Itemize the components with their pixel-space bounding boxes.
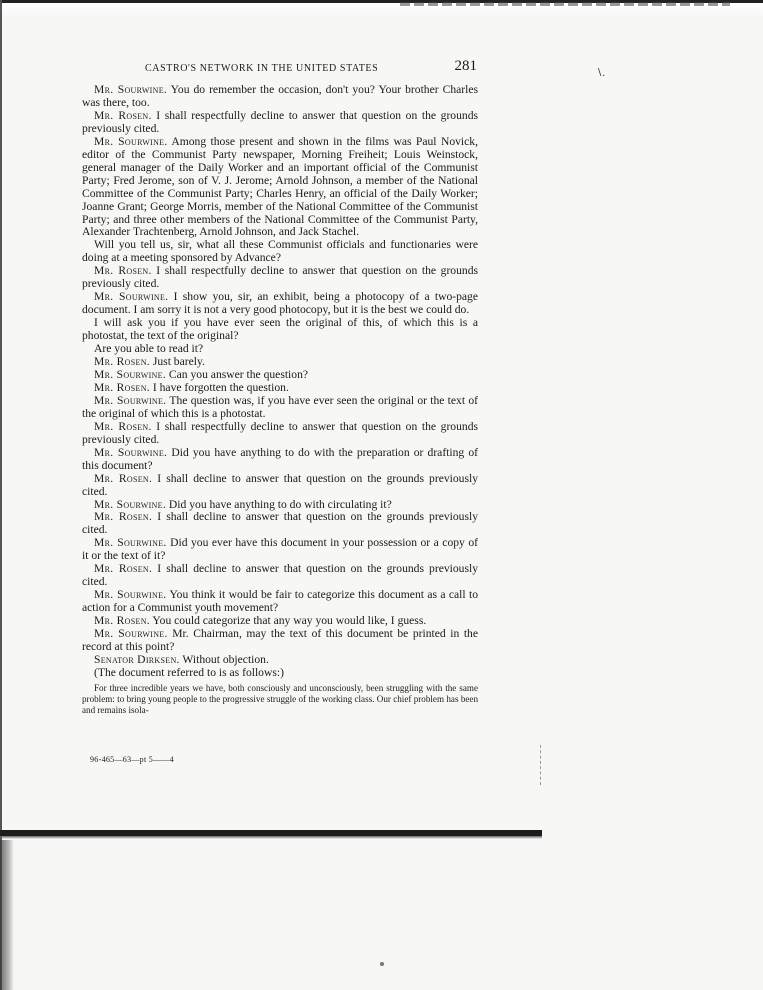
excerpt-text: For three incredible years we have, both consciously and unconsciously, been struggling with the same problem: to bring young people to the progressive struggle of the working class. Our chief problem has been and remains isola- bbox=[82, 682, 478, 716]
paragraph-text: I will ask you if you have ever seen the original of this, of which this is a photostat, the text of the original? bbox=[82, 316, 478, 343]
paragraph-text: Among those present and shown in the films was Paul Novick, editor of the Communist Party newspaper, Morning Freiheit; Louis Weinstock, general manager of the Daily Worker and an important official of the Communist Party; Fred Jerome, son of V. J. Jerome; Arnold Johnson, a member of the National Committee of the Communist Party; Charles Henry, an official of the Daily Worker; Joanne Grant; George Morris, member of the National Committee of the Communist Party; and three other members of the National Committee of the Communist Party, Alexander Trachtenberg, Arnold Johnson, and Jack Stachel. bbox=[82, 134, 478, 239]
testimony-paragraph bbox=[82, 291, 478, 317]
speaker-name: Mr. Rosen. bbox=[94, 562, 153, 576]
scan-dot bbox=[380, 962, 384, 966]
paragraph-text: I shall respectfully decline to answer that question on the grounds previously cited. bbox=[82, 264, 478, 291]
testimony-paragraph bbox=[82, 511, 478, 537]
speaker-name: Mr. Rosen. bbox=[94, 264, 152, 278]
document-excerpt bbox=[82, 683, 478, 717]
paragraph-text: I shall respectfully decline to answer that question on the grounds previously cited. bbox=[82, 419, 478, 446]
speaker-name: Mr. Rosen. bbox=[94, 471, 153, 485]
margin-artifact bbox=[540, 745, 542, 785]
speaker-name: Mr. Rosen. bbox=[94, 108, 152, 122]
paragraph-text: You could categorize that any way you would like, I guess. bbox=[149, 614, 427, 628]
speaker-name: Mr. Rosen. bbox=[94, 510, 153, 524]
speaker-name: Mr. Sourwine. bbox=[94, 134, 168, 148]
speaker-name: Mr. Sourwine. bbox=[94, 497, 167, 511]
paragraph-text: I show you, sir, an exhibit, being a photocopy of a two-page document. I am sorry it is not a very good photocopy, but it is the best we could do. bbox=[82, 290, 478, 317]
testimony-paragraph bbox=[82, 110, 478, 136]
speaker-name: Mr. Rosen. bbox=[94, 355, 150, 369]
speaker-name: Mr. Sourwine. bbox=[94, 588, 167, 602]
testimony-paragraph bbox=[82, 447, 478, 473]
speaker-name: Mr. Rosen. bbox=[94, 380, 150, 394]
scan-speck: ∖. bbox=[596, 68, 605, 79]
testimony-paragraph bbox=[82, 265, 478, 291]
paragraph-text: Just barely. bbox=[149, 355, 205, 369]
testimony-paragraph bbox=[82, 589, 478, 615]
paragraph-text: (The document referred to is as follows:) bbox=[94, 665, 284, 679]
testimony-paragraph bbox=[82, 239, 478, 265]
speaker-name: Mr. Sourwine. bbox=[94, 536, 167, 550]
paragraph-text: Did you have anything to do with circulating it? bbox=[166, 497, 392, 511]
paragraph-text: Are you able to read it? bbox=[94, 342, 204, 356]
testimony-paragraph bbox=[82, 421, 478, 447]
speaker-name: Mr. Sourwine. bbox=[94, 627, 168, 641]
paragraph-text: I shall respectfully decline to answer that question on the grounds previously cited. bbox=[82, 108, 478, 135]
scan-top-artifact bbox=[400, 2, 730, 6]
speaker-name: Mr. Rosen. bbox=[94, 614, 150, 628]
testimony-paragraph bbox=[82, 628, 478, 654]
paragraph-text: You think it would be fair to categorize this document as a call to action for a Communist youth movement? bbox=[82, 588, 478, 615]
paragraph-text: Did you have anything to do with the preparation or drafting of this document? bbox=[82, 445, 478, 472]
paragraph-text: Will you tell us, sir, what all these Communist officials and functionaries were doing at a meeting sponsored by Advance? bbox=[82, 238, 478, 265]
testimony-paragraph bbox=[82, 563, 478, 589]
speaker-name: Mr. Sourwine. bbox=[94, 290, 169, 304]
speaker-name: Senator Dirksen. bbox=[94, 652, 180, 666]
testimony-paragraph bbox=[82, 473, 478, 499]
speaker-name: Mr. Sourwine. bbox=[94, 393, 167, 407]
testimony-paragraph bbox=[82, 667, 478, 680]
paragraph-text: The question was, if you have ever seen the original or the text of the original of which this is a photostat. bbox=[82, 393, 478, 420]
speaker-name: Mr. Rosen. bbox=[94, 419, 152, 433]
testimony-paragraph bbox=[82, 317, 478, 343]
paragraph-text: I shall decline to answer that question on the grounds previously cited. bbox=[82, 562, 479, 589]
gpo-print-code: 96-465—63—pt 5——4 bbox=[90, 755, 174, 764]
paragraph-text: You do remember the occasion, don't you? Your brother Charles was there, too. bbox=[82, 83, 478, 109]
testimony-paragraph bbox=[82, 395, 478, 421]
testimony-paragraph bbox=[82, 84, 478, 110]
speaker-name: Mr. Sourwine. bbox=[94, 83, 168, 96]
paragraph-text: I shall decline to answer that question on the grounds previously cited. bbox=[82, 510, 479, 537]
page-number: 281 bbox=[454, 58, 477, 74]
testimony-body bbox=[82, 84, 478, 716]
testimony-paragraph bbox=[82, 136, 478, 240]
running-head: CASTRO'S NETWORK IN THE UNITED STATES bbox=[145, 63, 379, 74]
speaker-name: Mr. Sourwine. bbox=[94, 445, 168, 459]
testimony-paragraph bbox=[82, 537, 478, 563]
paragraph-text: Without objection. bbox=[179, 652, 269, 666]
page-fold-shadow bbox=[0, 836, 542, 839]
paragraph-text: Mr. Chairman, may the text of this document be printed in the record at this point? bbox=[82, 627, 478, 653]
scan-left-shadow bbox=[0, 840, 14, 990]
paragraph-text: I have forgotten the question. bbox=[149, 380, 289, 394]
paragraph-text: I shall decline to answer that question on the grounds previously cited. bbox=[82, 471, 479, 498]
paragraph-text: Can you answer the question? bbox=[166, 367, 309, 381]
speaker-name: Mr. Sourwine. bbox=[94, 367, 167, 381]
page-header bbox=[145, 60, 477, 78]
paragraph-text: Did you ever have this document in your possession or a copy of it or the text of it? bbox=[82, 536, 478, 563]
